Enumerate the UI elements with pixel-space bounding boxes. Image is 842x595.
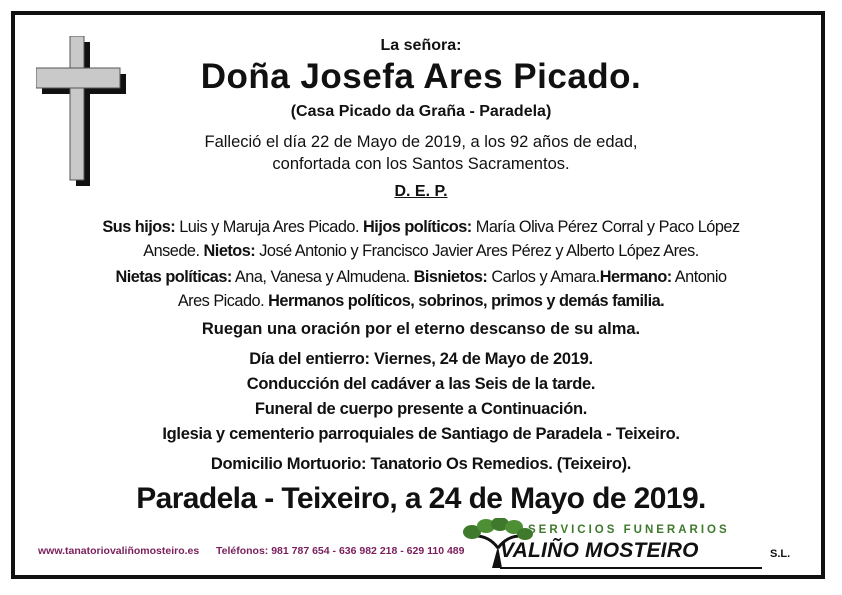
family-line-1 xyxy=(40,218,802,237)
nietas-text: Ana, Vanesa y Almudena. xyxy=(231,268,414,286)
other-family-text: Hermanos políticos, sobrinos, primos y demás familia. xyxy=(268,292,665,310)
deceased-name: Doña Josefa Ares Picado. xyxy=(200,57,642,96)
house-name: (Casa Picado da Graña - Paradela) xyxy=(290,103,552,120)
burial-day: Día del entierro: Viernes, 24 de Mayo de 2019. xyxy=(249,350,593,368)
hijos-label: Sus hijos: xyxy=(102,218,176,236)
hermano-text-b: Ares Picado. xyxy=(177,292,269,310)
family-line-3 xyxy=(40,268,802,287)
hijos-text: Luis y Maruja Ares Picado. xyxy=(175,218,364,236)
hermano-text-a: Antonio xyxy=(671,268,727,286)
hijos-politicos-label: Hijos políticos: xyxy=(363,218,472,236)
logo-top-text: SERVICIOS FUNERARIOS xyxy=(528,524,730,536)
death-line-2: confortada con los Santos Sacramentos. xyxy=(272,155,570,173)
prayer-text: Ruegan una oración por el eterno descanso de su alma. xyxy=(201,320,641,338)
nietas-label: Nietas políticas: xyxy=(115,268,232,286)
intro-text: La señora: xyxy=(380,37,462,54)
nietos-text: José Antonio y Francisco Javier Ares Pérez y Alberto López Ares. xyxy=(255,242,699,260)
conduction-time: Conducción del cadáver a las Seis de la tarde. xyxy=(246,375,596,393)
hijos-politicos-text-b: Ansede. xyxy=(143,242,204,260)
logo-suffix: S.L. xyxy=(770,548,791,560)
hijos-politicos-text-a: María Oliva Pérez Corral y Paco López xyxy=(471,218,740,236)
church-info: Iglesia y cementerio parroquiales de Santiago de Paradela - Teixeiro. xyxy=(162,425,680,443)
dep-text: D. E. P. xyxy=(394,183,448,200)
family-line-4 xyxy=(40,292,802,311)
phone-numbers: Teléfonos: 981 787 654 - 636 982 218 - 629 110 489 xyxy=(216,545,465,557)
hermano-label: Hermano: xyxy=(599,268,672,286)
website-link[interactable]: www.tanatoriovaliñomosteiro.es xyxy=(38,545,200,557)
nietos-label: Nietos: xyxy=(203,242,256,260)
death-line-1: Falleció el día 22 de Mayo de 2019, a los 92 años de edad, xyxy=(204,133,638,151)
mortuary-home: Domicilio Mortuorio: Tanatorio Os Remedios. (Teixeiro). xyxy=(210,455,632,473)
family-line-2 xyxy=(40,242,802,261)
bisnietos-text: Carlos y Amara. xyxy=(487,268,600,286)
funeral-info: Funeral de cuerpo presente a Continuación. xyxy=(254,400,588,418)
bisnietos-label: Bisnietos: xyxy=(413,268,488,286)
place-date: Paradela - Teixeiro, a 24 de Mayo de 2019. xyxy=(136,482,706,515)
logo-main-text: VALIÑO MOSTEIRO xyxy=(500,539,699,562)
